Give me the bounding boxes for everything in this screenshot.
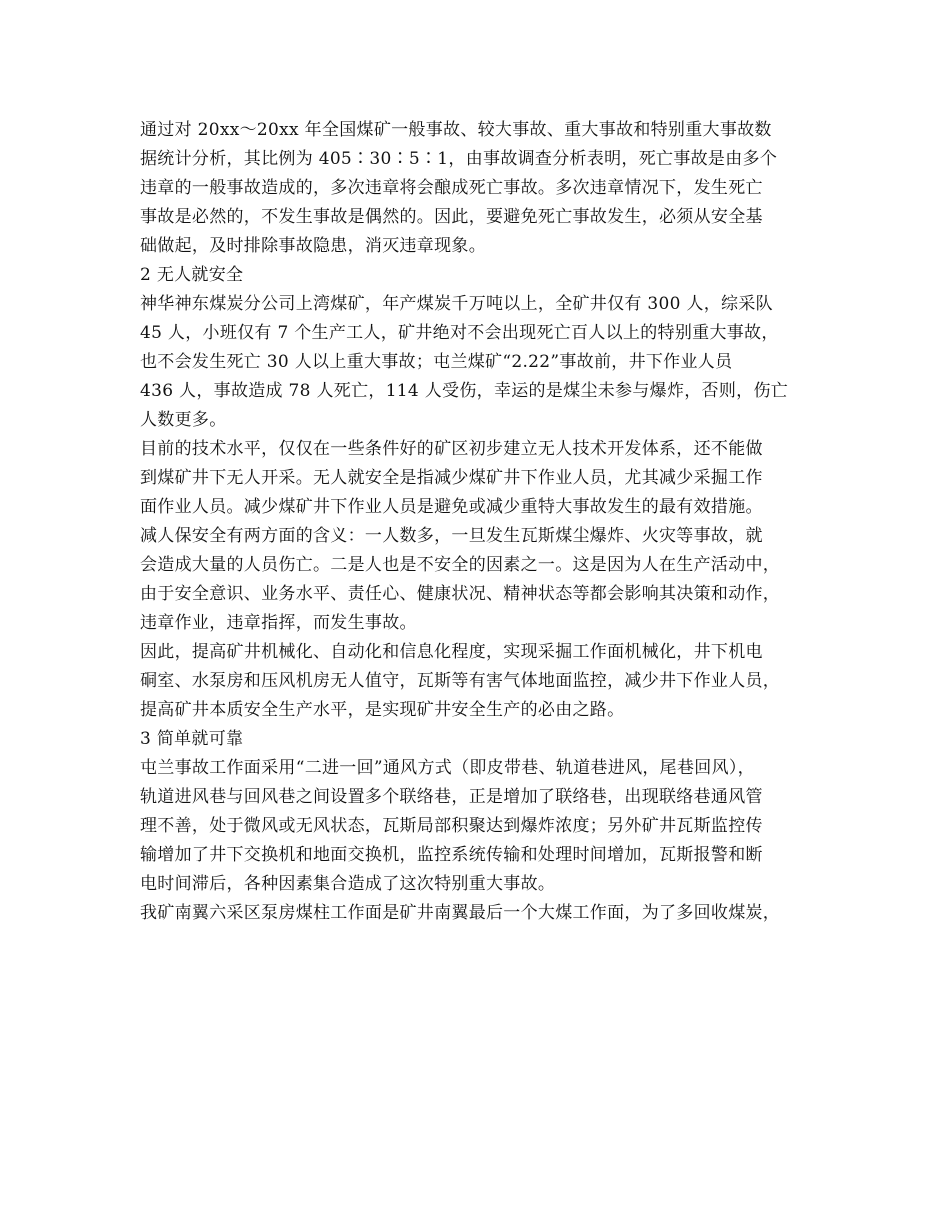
text-line: 硐室、水泵房和压风机房无人值守，瓦斯等有害气体地面监控，减少井下作业人员， [140, 671, 781, 691]
text-line: 到煤矿井下无人开采。无人就安全是指减少煤矿井下作业人员，尤其减少采掘工作 [140, 468, 763, 488]
text-line: 违章的一般事故造成的，多次违章将会酿成死亡事故。多次违章情况下，发生死亡 [140, 178, 763, 198]
text-line: 电时间滞后，各种因素集合造成了这次特别重大事故。 [140, 874, 556, 894]
text-line: 目前的技术水平，仅仅在一些条件好的矿区初步建立无人技术开发体系，还不能做 [140, 439, 763, 459]
text-line: 神华神东煤炭分公司上湾煤矿，年产煤炭千万吨以上，全矿井仅有 300 人，综采队 [140, 294, 773, 314]
text-line: 据统计分析，其比例为 405∶30∶5∶1，由事故调查分析表明，死亡事故是由多个 [140, 149, 778, 169]
section-heading: 3 简单就可靠 [140, 729, 244, 749]
text-line: 会造成大量的人员伤亡。二是人也是不安全的因素之一。这是因为人在生产活动中， [140, 555, 781, 575]
text-line: 436 人，事故造成 78 人死亡，114 人受伤，幸运的是煤尘未参与爆炸，否则，伤亡 [140, 381, 789, 401]
text-line: 理不善，处于微风或无风状态，瓦斯局部积聚达到爆炸浓度；另外矿井瓦斯监控传 [140, 816, 763, 836]
text-line: 也不会发生死亡 30 人以上重大事故；屯兰煤矿“2.22”事故前，井下作业人员 [140, 352, 733, 372]
text-line: 违章作业，违章指挥，而发生事故。 [140, 613, 417, 633]
text-line: 通过对 20xx～20xx 年全国煤矿一般事故、较大事故、重大事故和特别重大事故数 [140, 120, 772, 140]
text-line: 事故是必然的，不发生事故是偶然的。因此，要避免死亡事故发生，必须从安全基 [140, 207, 763, 227]
text-line: 我矿南翼六采区泵房煤柱工作面是矿井南翼最后一个大煤工作面，为了多回收煤炭， [140, 903, 781, 923]
text-line: 人数更多。 [140, 410, 227, 430]
text-line: 轨道进风巷与回风巷之间设置多个联络巷，正是增加了联络巷，出现联络巷通风管 [140, 787, 763, 807]
text-line: 面作业人员。减少煤矿井下作业人员是避免或减少重特大事故发生的最有效措施。 [140, 497, 763, 517]
text-line: 输增加了井下交换机和地面交换机，监控系统传输和处理时间增加，瓦斯报警和断 [140, 845, 763, 865]
text-line: 因此，提高矿井机械化、自动化和信息化程度，实现采掘工作面机械化，井下机电 [140, 642, 763, 662]
text-line: 提高矿井本质安全生产水平，是实现矿井安全生产的必由之路。 [140, 700, 625, 720]
text-line: 减人保安全有两方面的含义：一人数多，一旦发生瓦斯煤尘爆炸、火灾等事故，就 [140, 526, 763, 546]
text-line: 由于安全意识、业务水平、责任心、健康状况、精神状态等都会影响其决策和动作， [140, 584, 781, 604]
section-heading: 2 无人就安全 [140, 265, 244, 285]
text-line: 45 人，小班仅有 7 个生产工人，矿井绝对不会出现死亡百人以上的特别重大事故， [140, 323, 779, 343]
text-line: 屯兰事故工作面采用“二进一回”通风方式（即皮带巷、轨道巷进风，尾巷回风）， [140, 758, 755, 778]
document-body [140, 116, 830, 928]
text-line: 础做起，及时排除事故隐患，消灭违章现象。 [140, 236, 486, 256]
